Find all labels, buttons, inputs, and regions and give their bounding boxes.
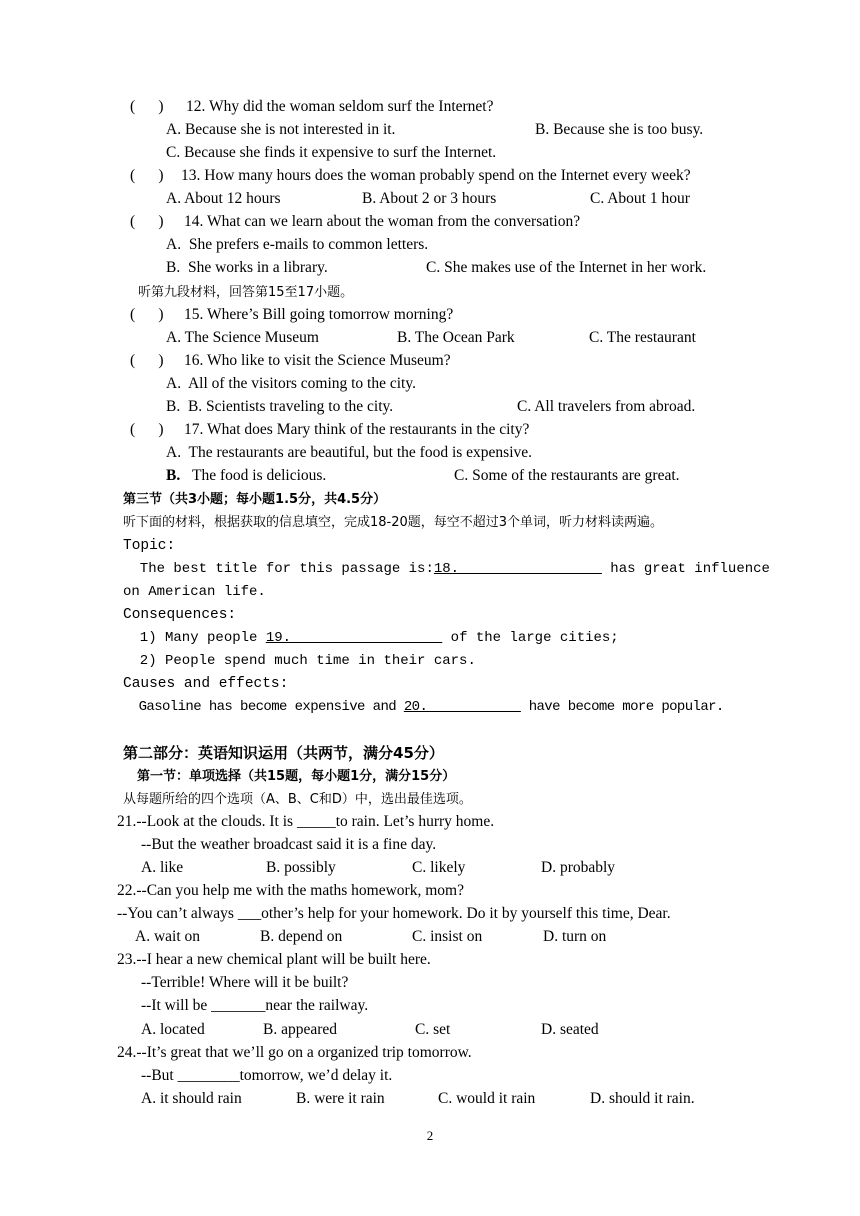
q17-stem: 17. What does Mary think of the restaurants in the city? — [184, 421, 530, 438]
q17-paren: ( ) — [130, 421, 164, 438]
causes-pre: Gasoline has become expensive and — [123, 699, 404, 715]
section9-intro: 听第九段材料，回答第15至17小题。 — [138, 285, 354, 300]
q22-line-2: --You can’t always ___other’s help for your homework. Do it by yourself this time, Dear. — [117, 905, 671, 922]
q23-option-a: A. located — [141, 1021, 205, 1038]
q14-option-b: B. She works in a library. — [166, 259, 328, 276]
q13-option-a: A. About 12 hours — [166, 190, 281, 207]
q15-option-b: B. The Ocean Park — [397, 329, 515, 346]
q21-line-2: --But the weather broadcast said it is a fine day. — [141, 836, 437, 853]
q16-paren: ( ) — [130, 352, 164, 369]
q12-option-b: B. Because she is too busy. — [535, 121, 704, 138]
q14-option-c: C. She makes use of the Internet in her work. — [426, 259, 707, 276]
q15-paren: ( ) — [130, 306, 164, 323]
cons1-post: of the large cities; — [442, 630, 619, 646]
q21-line-1: 21.--Look at the clouds. It is _____to rain. Let’s hurry home. — [117, 813, 495, 830]
q16-option-b: B. B. Scientists traveling to the city. — [166, 398, 394, 415]
q22-option-a: A. wait on — [135, 928, 201, 945]
blank-18[interactable]: 18. — [433, 561, 602, 577]
q24-option-d: D. should it rain. — [590, 1090, 695, 1107]
q22-option-b: B. depend on — [260, 928, 343, 945]
q23-option-c: C. set — [415, 1021, 451, 1038]
q12-stem: 12. Why did the woman seldom surf the Internet? — [186, 98, 494, 115]
q12-option-a: A. Because she is not interested in it. — [166, 121, 396, 138]
q14-option-a: A. She prefers e-mails to common letters. — [166, 236, 429, 253]
q12-option-c: C. Because she finds it expensive to surf the Internet. — [166, 144, 497, 161]
blank-19[interactable]: 19. — [265, 630, 443, 646]
q15-option-a: A. The Science Museum — [166, 329, 319, 346]
blank-20[interactable]: 20. — [403, 699, 521, 715]
q23-option-b: B. appeared — [263, 1021, 338, 1038]
q14-paren: ( ) — [130, 213, 164, 230]
q14-stem: 14. What can we learn about the woman from the conversation? — [184, 213, 581, 230]
q23-line-1: 23.--I hear a new chemical plant will be built here. — [117, 951, 431, 968]
causes-line — [123, 696, 724, 718]
part2-instructions: 从每题所给的四个选项（A、B、C和D）中，选出最佳选项。 — [123, 792, 472, 807]
q24-option-c: C. would it rain — [438, 1090, 536, 1107]
q23-line-3: --It will be _______near the railway. — [141, 997, 369, 1014]
section3-instructions: 听下面的材料，根据获取的信息填空，完成18-20题，每空不超过3个单词，听力材料读两遍。 — [123, 515, 664, 530]
q22-option-c: C. insist on — [412, 928, 483, 945]
consequence-1 — [123, 627, 619, 649]
q16-option-c: C. All travelers from abroad. — [517, 398, 696, 415]
q21-option-c: C. likely — [412, 859, 466, 876]
q13-stem: 13. How many hours does the woman probably spend on the Internet every week? — [181, 167, 691, 184]
q17-option-b-letter: B. — [166, 467, 181, 484]
consequences-label: Consequences: — [123, 607, 237, 623]
part2-section1-title: 第一节：单项选择（共15题，每小题1分，满分15分） — [137, 769, 456, 784]
topic-line-2: on American life. — [123, 584, 266, 600]
section3-title: 第三节（共3小题；每小题1.5分，共4.5分） — [123, 492, 387, 507]
q13-option-c: C. About 1 hour — [590, 190, 690, 207]
part2-title: 第二部分：英语知识运用（共两节，满分45分） — [123, 744, 444, 762]
cons1-pre: 1) Many people — [123, 630, 266, 646]
q13-option-b: B. About 2 or 3 hours — [362, 190, 497, 207]
q13-paren: ( ) — [130, 167, 164, 184]
q17-option-c: C. Some of the restaurants are great. — [454, 467, 680, 484]
causes-post: have become more popular. — [520, 699, 724, 715]
q15-option-c: C. The restaurant — [589, 329, 696, 346]
q21-option-a: A. like — [141, 859, 184, 876]
page-number: 2 — [426, 1128, 434, 1143]
q24-option-b: B. were it rain — [296, 1090, 385, 1107]
q17-option-b: The food is delicious. — [192, 467, 327, 484]
causes-label: Causes and effects: — [123, 676, 289, 692]
q16-option-a: A. All of the visitors coming to the city. — [166, 375, 416, 392]
topic-post: has great influence — [601, 561, 770, 577]
q22-line-1: 22.--Can you help me with the maths homework, mom? — [117, 882, 464, 899]
q21-option-b: B. possibly — [266, 859, 336, 876]
q24-line-2: --But ________tomorrow, we’d delay it. — [141, 1067, 393, 1084]
q24-option-a: A. it should rain — [141, 1090, 242, 1107]
consequence-2: 2) People spend much time in their cars. — [123, 653, 476, 669]
q17-option-a: A. The restaurants are beautiful, but the food is expensive. — [166, 444, 533, 461]
topic-pre: The best title for this passage is: — [123, 561, 434, 577]
q22-option-d: D. turn on — [543, 928, 607, 945]
q15-stem: 15. Where’s Bill going tomorrow morning? — [184, 306, 454, 323]
q23-option-d: D. seated — [541, 1021, 599, 1038]
topic-label: Topic: — [123, 538, 176, 554]
q24-line-1: 24.--It’s great that we’ll go on a organized trip tomorrow. — [117, 1044, 472, 1061]
topic-line-1 — [123, 558, 770, 580]
q21-option-d: D. probably — [541, 859, 616, 876]
q23-line-2: --Terrible! Where will it be built? — [141, 974, 349, 991]
q16-stem: 16. Who like to visit the Science Museum? — [184, 352, 451, 369]
q12-paren: ( ) — [130, 98, 164, 115]
